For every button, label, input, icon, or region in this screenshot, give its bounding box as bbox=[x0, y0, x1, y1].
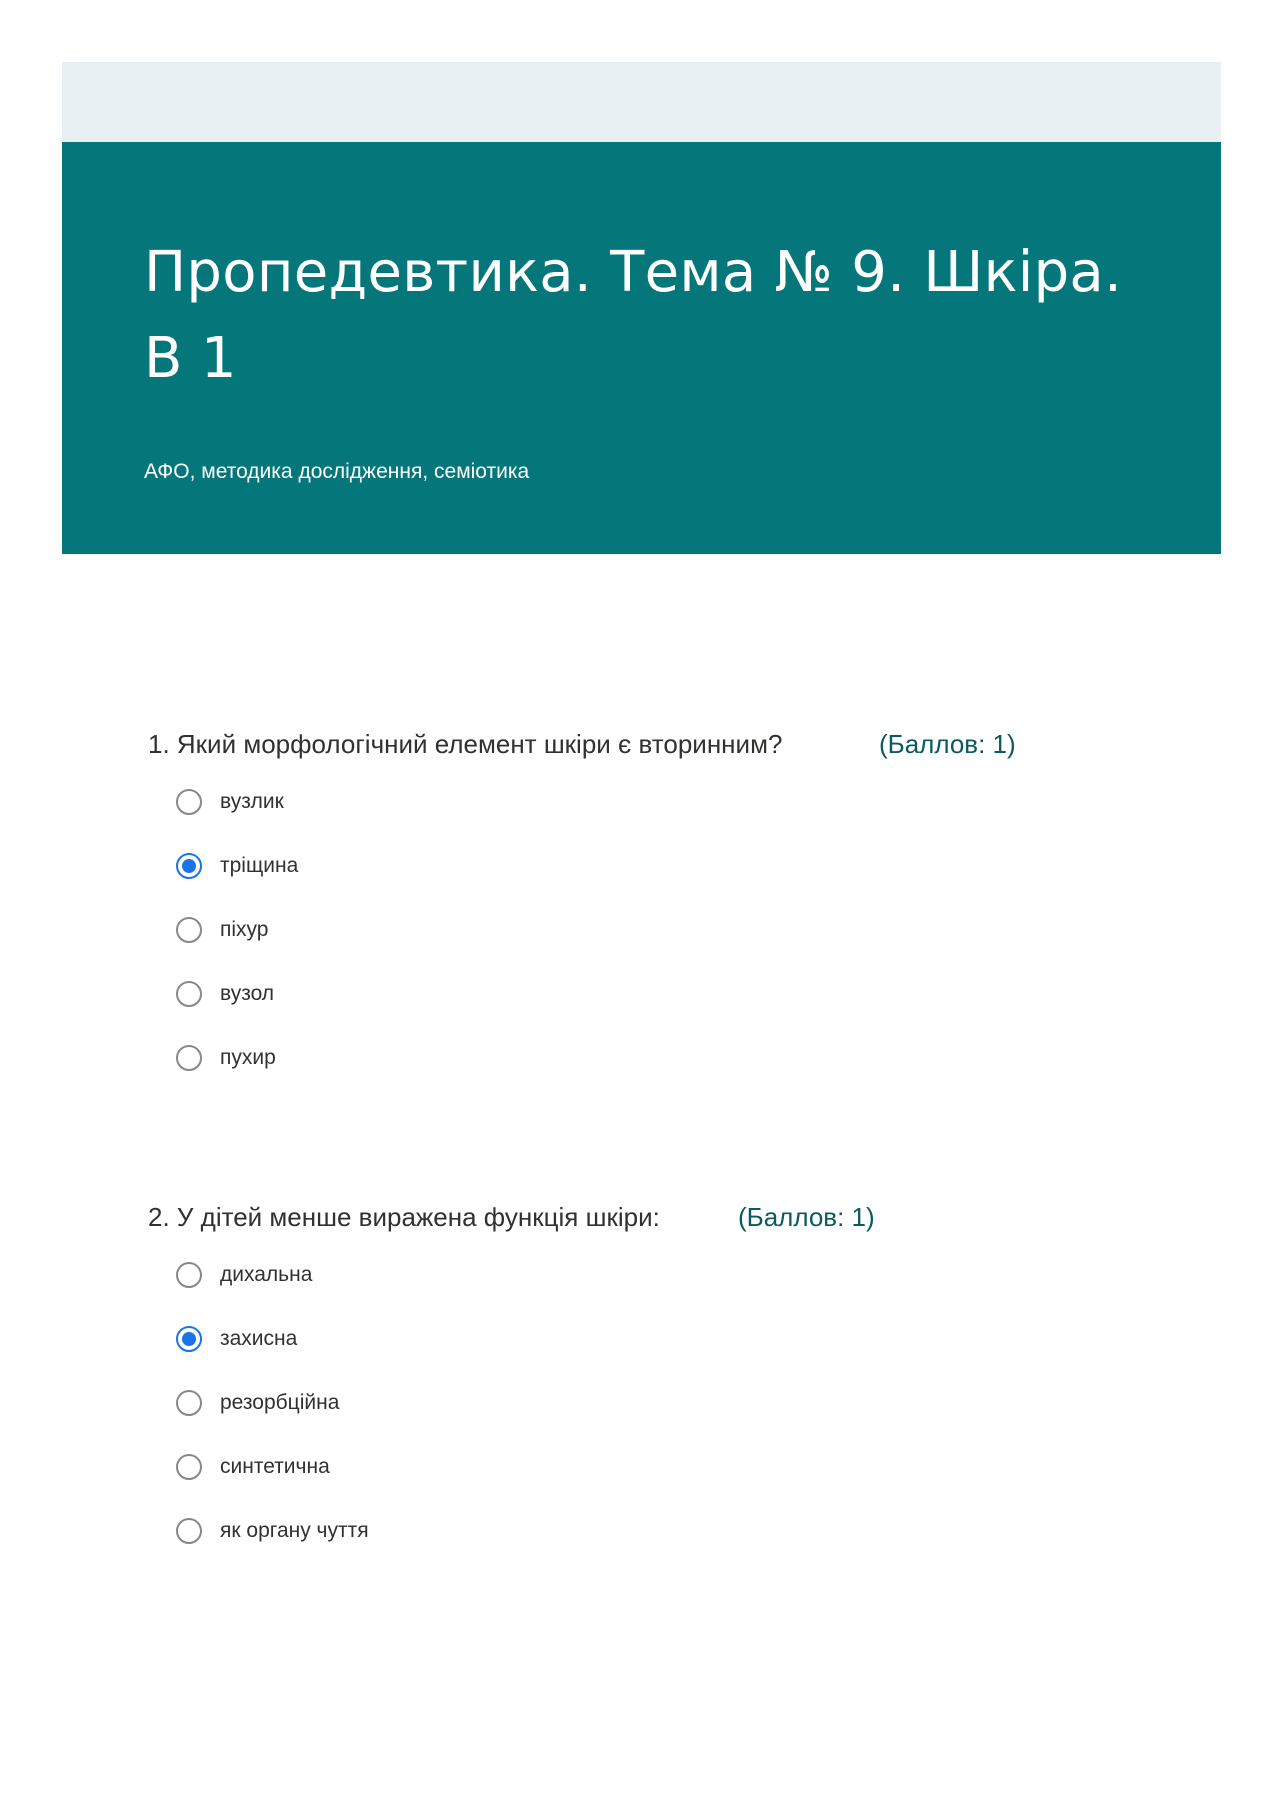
answer-options bbox=[176, 1243, 369, 1563]
radio-button[interactable] bbox=[176, 1390, 202, 1416]
question-points: (Баллов: 1) bbox=[879, 729, 1016, 759]
question-text: 2. У дітей менше виражена функція шкіри: bbox=[148, 1202, 660, 1232]
answer-options bbox=[176, 770, 298, 1090]
radio-button-selected[interactable] bbox=[176, 853, 202, 879]
question-points: (Баллов: 1) bbox=[738, 1202, 875, 1232]
option-vuzol[interactable] bbox=[176, 962, 298, 1026]
form-description: АФО, методика дослідження, семіотика bbox=[144, 460, 530, 483]
option-label: резорбційна bbox=[220, 1391, 340, 1414]
option-rezorbtsiina[interactable] bbox=[176, 1371, 369, 1435]
question-2 bbox=[148, 1197, 1168, 1542]
option-label: пухир bbox=[220, 1046, 276, 1069]
top-strip bbox=[62, 62, 1221, 142]
option-pukhyr[interactable] bbox=[176, 1026, 298, 1090]
radio-button[interactable] bbox=[176, 981, 202, 1007]
radio-button[interactable] bbox=[176, 1454, 202, 1480]
option-label: вузол bbox=[220, 982, 275, 1005]
option-syntetychna[interactable] bbox=[176, 1435, 369, 1499]
radio-button[interactable] bbox=[176, 789, 202, 815]
option-label: тріщина bbox=[220, 854, 299, 877]
radio-button[interactable] bbox=[176, 1518, 202, 1544]
option-label: як органу чуття bbox=[220, 1519, 369, 1542]
question-header bbox=[148, 724, 1168, 764]
option-label: синтетична bbox=[220, 1455, 330, 1478]
option-zakhysna[interactable] bbox=[176, 1307, 369, 1371]
radio-button[interactable] bbox=[176, 1262, 202, 1288]
radio-button[interactable] bbox=[176, 917, 202, 943]
option-label: захисна bbox=[220, 1327, 298, 1350]
option-vuzlyk[interactable] bbox=[176, 770, 298, 834]
question-1 bbox=[148, 724, 1168, 1069]
option-dykhalna[interactable] bbox=[176, 1243, 369, 1307]
option-label: дихальна bbox=[220, 1263, 313, 1286]
option-trishchyna[interactable] bbox=[176, 834, 298, 898]
option-pikhur[interactable] bbox=[176, 898, 298, 962]
radio-button[interactable] bbox=[176, 1045, 202, 1071]
form-header bbox=[62, 142, 1221, 554]
question-text: 1. Який морфологічний елемент шкіри є вторинним? bbox=[148, 729, 783, 759]
option-label: вузлик bbox=[220, 790, 284, 813]
option-yak-orhanu-chuttia[interactable] bbox=[176, 1499, 369, 1563]
option-label: піхур bbox=[220, 918, 269, 941]
form-title: Пропедевтика. Тема № 9. Шкіра. В 1 bbox=[144, 240, 1123, 391]
radio-button-selected[interactable] bbox=[176, 1326, 202, 1352]
question-header bbox=[148, 1197, 1168, 1237]
